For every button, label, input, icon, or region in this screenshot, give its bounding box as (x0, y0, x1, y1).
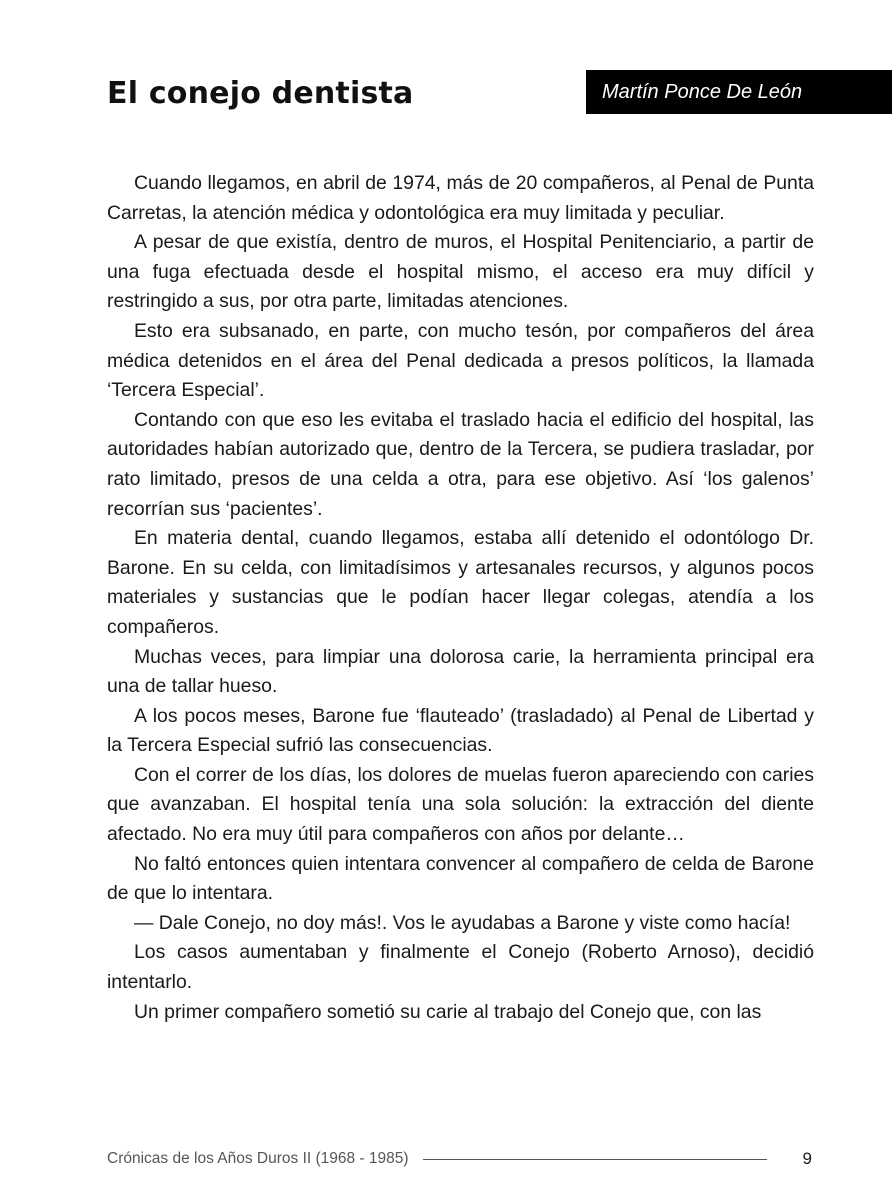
paragraph: Con el correr de los días, los dolores de muelas fueron apareciendo con caries que avanzaban. El hospital tenía una sola solución: la extracción del diente afectado. No era muy útil para compañeros con años por delante… (107, 763, 814, 846)
author-banner (586, 70, 892, 114)
paragraph: No faltó entonces quien intentara convencer al compañero de celda de Barone de que lo intentara. (107, 852, 814, 905)
page-number: 9 (802, 1149, 812, 1168)
page-footer (107, 1146, 814, 1172)
paragraph: Contando con que eso les evitaba el traslado hacia el edificio del hospital, las autoridades habían autorizado que, dentro de la Tercera, se pudiera trasladar, por rato limitado, presos de una celda a otra, para ese objetivo. Así ‘los galenos’ recorrían sus ‘pacientes’. (107, 408, 814, 520)
paragraph: — Dale Conejo, no doy más!. Vos le ayudabas a Barone y viste como hacía! (134, 911, 791, 934)
book-title: Crónicas de los Años Duros II (1968 - 1985) (107, 1150, 409, 1167)
chapter-title: El conejo dentista (107, 76, 414, 111)
paragraph: Los casos aumentaban y finalmente el Conejo (Roberto Arnoso), decidió intentarlo. (107, 941, 814, 994)
paragraph: A los pocos meses, Barone fue ‘flauteado’ (trasladado) al Penal de Libertad y la Tercera Especial sufrió las consecuencias. (107, 704, 814, 757)
paragraph: Cuando llegamos, en abril de 1974, más de 20 compañeros, al Penal de Punta Carretas, la atención médica y odontológica era muy limitada y peculiar. (107, 172, 814, 224)
author-name: Martín Ponce De León (602, 80, 803, 103)
paragraph: Muchas veces, para limpiar una dolorosa carie, la herramienta principal era una de tallar hueso. (107, 645, 814, 698)
paragraph: Esto era subsanado, en parte, con mucho tesón, por compañeros del área médica detenidos en el área del Penal dedicada a presos políticos, la llamada ‘Tercera Especial’. (107, 319, 814, 402)
paragraph: En materia dental, cuando llegamos, estaba allí detenido el odontólogo Dr. Barone. En su celda, con limitadísimos y artesanales recursos, y algunos pocos materiales y sustancias que le podían hacer llegar colegas, atendía a los compañeros. (107, 527, 814, 638)
footer-divider (423, 1159, 767, 1160)
chapter-body (107, 169, 814, 1027)
paragraph: A pesar de que existía, dentro de muros, el Hospital Penitenciario, a partir de una fuga efectuada desde el hospital mismo, el acceso era muy difícil y restringido a sus, por otra parte, limitadas atenciones. (107, 231, 814, 313)
paragraph: Un primer compañero sometió su carie al trabajo del Conejo que, con las (134, 1000, 762, 1023)
